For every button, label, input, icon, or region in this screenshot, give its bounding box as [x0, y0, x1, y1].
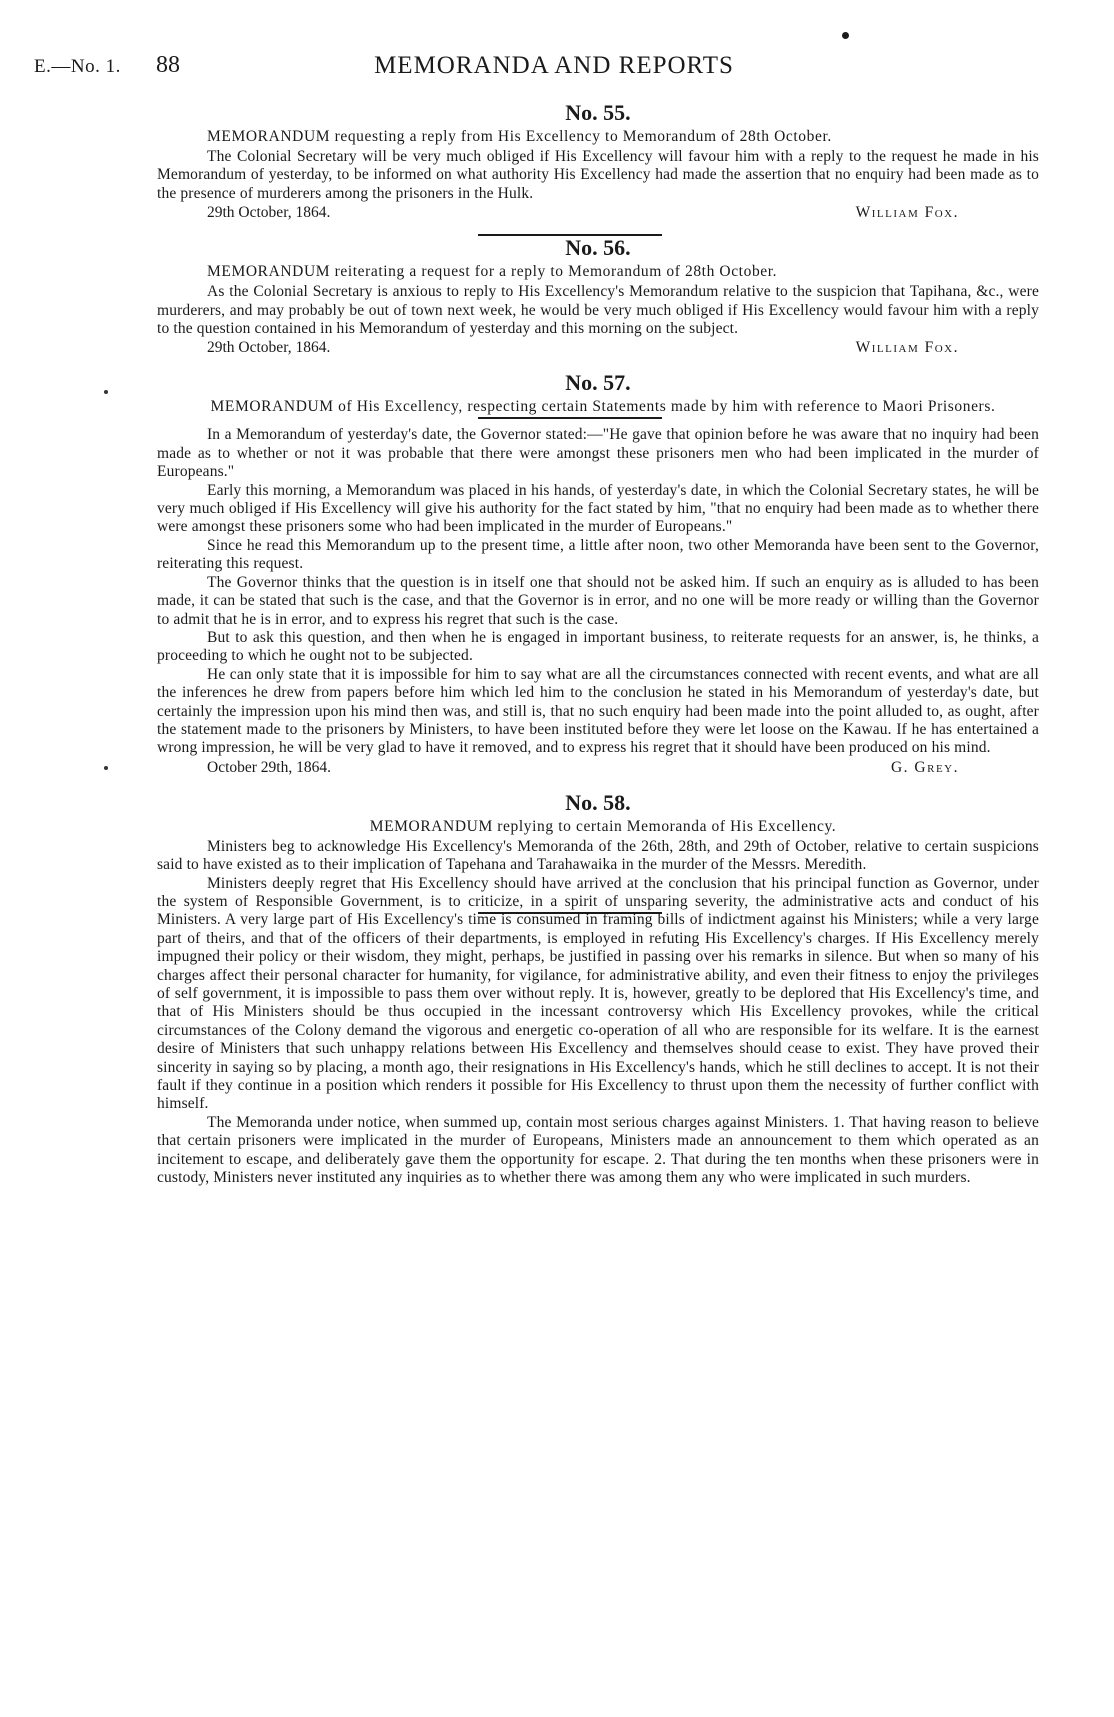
memorandum-number: No. 56.: [565, 235, 631, 261]
memorandum-paragraph: Ministers beg to acknowledge His Excellency's Memoranda of the 26th, 28th, and 29th of October, relative to certain suspicions said to have existed as to their implication of Tapehana and Tarahawaika in the murder of the Messrs. Meredith.: [157, 837, 1039, 874]
running-title: MEMORANDA AND REPORTS: [374, 52, 734, 79]
memorandum-date: October 29th, 1864.: [207, 758, 331, 776]
page-header: [34, 48, 1074, 82]
memorandum-55: [157, 100, 1039, 223]
memorandum-paragraph: Ministers deeply regret that His Excellency should have arrived at the conclusion that his principal function as Governor, under the system of Responsible Government, is to criticize, in a spirit of unsparing severity, the administrative acts and conduct of his Ministers. A very large part of His Excellency's time is consumed in framing bills of indictment against his Ministers; while a very large part of theirs, and that of the officers of their departments, is employed in refuting His Excellency's charges. If His Excellency merely impugned their policy or their wisdom, they might, perhaps, be justified in passing over his remarks in silence. But when so many of his charges affect their personal character for humanity, for vigilance, for administrative ability, and even their fitness to enjoy the privileges of self government, it is impossible to pass them over without reply. It is, however, greatly to be deplored that His Excellency's time, and that of His Ministers should be thus occupied in the incessant controversy which His Excellency provokes, while the critical circumstances of the Colony demand the vigorous and energetic co-operation of all who are responsible for its welfare. It is the earnest desire of Ministers that such unhappy relations between His Excellency and themselves should cease to exist. They have proved their sincerity in saying so by placing, a month ago, their resignations in His Excellency's hands, which he still declines to accept. It is not their fault if they continue in a position which renders it possible for His Excellency to thrust upon them the necessity of further conflict with himself.: [157, 874, 1039, 1113]
memorandum-paragraph: Since he read this Memorandum up to the present time, a little after noon, two other Memoranda have been sent to the Governor, reiterating this request.: [157, 536, 1039, 573]
document-body: [157, 100, 1039, 1187]
signature-row: [157, 338, 1039, 358]
memorandum-58: [157, 790, 1039, 1188]
memorandum-number: No. 58.: [565, 789, 631, 815]
memorandum-paragraph: The Memoranda under notice, when summed up, contain most serious charges against Ministers. 1. That having reason to believe that certain prisoners were implicated in the murder of Europeans, Ministers made an announcement to them which operated as an incitement to escape, and deliberately gave them the opportunity for escape. 2. That during the ten months when these prisoners were in custody, Ministers never instituted any inquiries as to whether there was among them any who were implicated in such murders.: [157, 1113, 1039, 1187]
signature-row: [157, 203, 1039, 223]
memorandum-paragraph: The Governor thinks that the question is in itself one that should not be asked him. If such an enquiry as is alluded to has been made, it can be stated that such is the case, and that the Governor is in error, and no one will be more ready or willing than the Governor to admit that he is in error, and to express his regret that such is the case.: [157, 573, 1039, 628]
memorandum-subject: MEMORANDUM reiterating a request for a reply to Memorandum of 28th October.: [207, 263, 778, 281]
memorandum-number: No. 57.: [565, 370, 631, 396]
ink-dot: [842, 32, 849, 39]
memorandum-paragraph: Early this morning, a Memorandum was placed in his hands, of yesterday's date, in which the Colonial Secretary states, he will be very much obliged if His Excellency will give his authority for the fact stated by him, "that no enquiry had been made as to whether there were amongst these prisoners some who had been implicated in the murder of Europeans.": [157, 481, 1039, 536]
memorandum-subject: MEMORANDUM of His Excellency, respecting certain Statements made by him with reference to Maori Prisoners.: [210, 398, 996, 416]
ink-speck: [104, 390, 108, 394]
memorandum-subject: MEMORANDUM replying to certain Memoranda of His Excellency.: [369, 817, 837, 835]
memorandum-signature: William Fox.: [855, 339, 959, 357]
memorandum-signature: G. Grey.: [890, 758, 959, 776]
memorandum-57: [157, 370, 1039, 777]
memorandum-date: 29th October, 1864.: [207, 339, 331, 357]
memorandum-56: [157, 235, 1039, 358]
memorandum-subject: MEMORANDUM requesting a reply from His Excellency to Memorandum of 28th October.: [207, 128, 832, 145]
memorandum-paragraph: In a Memorandum of yesterday's date, the Governor stated:—"He gave that opinion before he was aware that no inquiry had been made as to whether or not it was probable that there were amongst these prisoners men who had been implicated in the murder of Europeans.": [157, 426, 1039, 481]
document-reference: E.—No. 1.: [34, 56, 121, 77]
memorandum-paragraph: The Colonial Secretary will be very much obliged if His Excellency will favour him with a reply to the request he made in his Memorandum of yesterday, to be informed on what authority His Excellency had made the assertion that no enquiry had been made as to the presence of murderers among the prisoners in the Hulk.: [157, 148, 1039, 202]
memorandum-signature: William Fox.: [855, 204, 959, 222]
memorandum-paragraph: But to ask this question, and then when he is engaged in important business, to reiterate requests for an answer, is, he thinks, a proceeding to which he ought not to be subjected.: [157, 628, 1039, 665]
memorandum-number: No. 55.: [565, 100, 631, 125]
page-number: 88: [156, 52, 180, 78]
memorandum-paragraph: As the Colonial Secretary is anxious to reply to His Excellency's Memorandum relative to the suspicion that Tapihana, &c., were murderers, and may probably be out of town next week, he would be very much obliged if His Excellency would favour him with a reply to the question contained in his Memorandum of yesterday and this morning on the subject.: [157, 283, 1039, 338]
signature-row: [157, 758, 1039, 778]
ink-speck: [104, 766, 108, 770]
memorandum-date: 29th October, 1864.: [207, 204, 331, 222]
memorandum-paragraph: He can only state that it is impossible for him to say what are all the circumstances connected with recent events, and what are all the inferences he drew from papers before him which led him to the conclusion he stated in his Memorandum of yesterday's date, but certainly the impression upon his mind then was, and still is, that no such enquiry had been made into the point alluded to, as ought, after the statement made to the prisoners by Ministers, to have been instituted before they were let loose on the Kawau. If he has entertained a wrong impression, he will be very glad to have it removed, and to express his regret that it should have been produced on his mind.: [157, 665, 1039, 757]
